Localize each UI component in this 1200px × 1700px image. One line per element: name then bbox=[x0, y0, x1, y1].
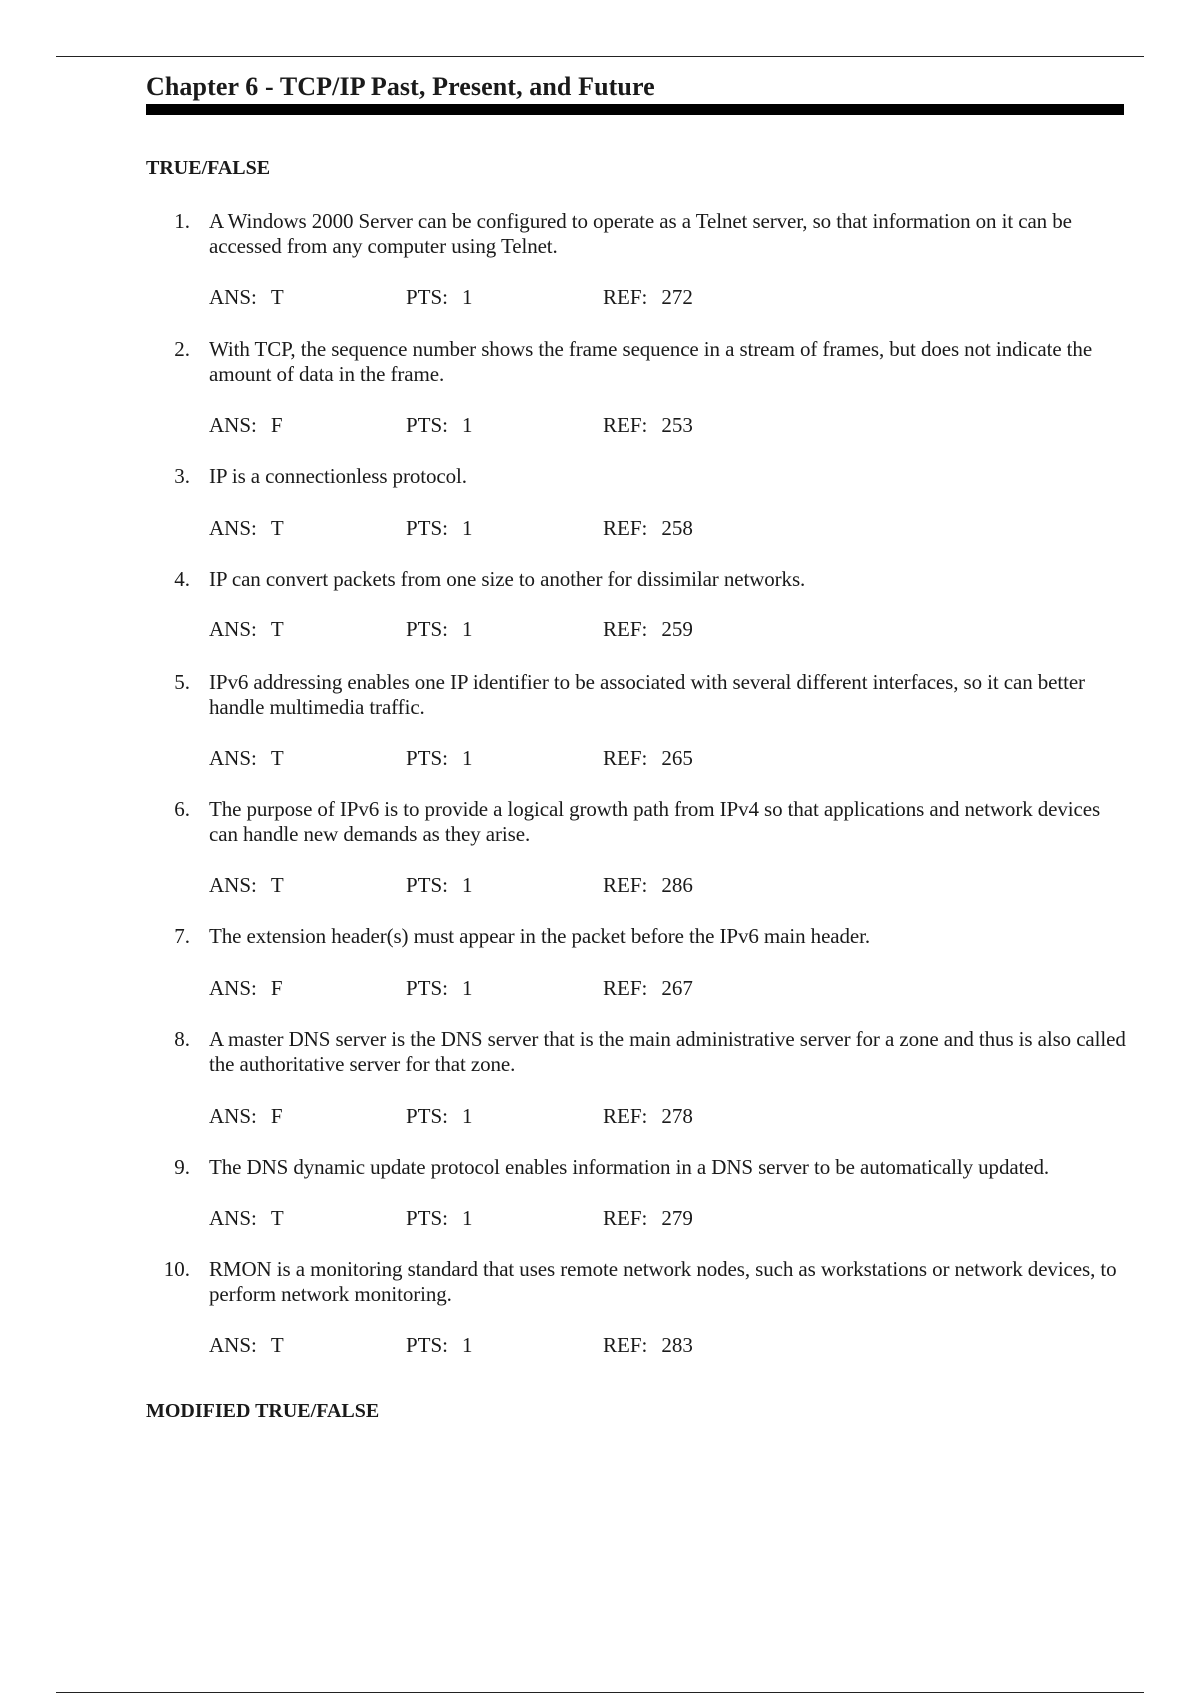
answer-value: T bbox=[270, 285, 284, 309]
reference-field: REF: 272 bbox=[603, 285, 693, 309]
question-number: 1. bbox=[174, 209, 190, 233]
answer-value: F bbox=[270, 413, 283, 437]
reference-value: 279 bbox=[661, 1206, 693, 1230]
reference-value: 258 bbox=[661, 516, 693, 540]
answer-field: ANS: T bbox=[209, 1206, 284, 1230]
answer-value: T bbox=[270, 516, 284, 540]
points-field: PTS: 1 bbox=[406, 285, 473, 309]
question-number: 3. bbox=[174, 464, 190, 488]
answer-value: T bbox=[270, 1333, 284, 1357]
top-rule bbox=[56, 56, 1144, 57]
points-value: 1 bbox=[462, 1104, 473, 1128]
question-number: 4. bbox=[174, 567, 190, 591]
answer-field: ANS: T bbox=[209, 746, 284, 770]
question-text: With TCP, the sequence number shows the frame sequence in a stream of frames, but does not indicate the amount of data in the frame. bbox=[209, 337, 1093, 386]
question-number: 7. bbox=[174, 924, 190, 948]
answer-value: T bbox=[270, 746, 284, 770]
title-underline-bar bbox=[146, 104, 1124, 115]
points-field: PTS: 1 bbox=[406, 746, 473, 770]
reference-field: REF: 253 bbox=[603, 413, 693, 437]
question-number: 2. bbox=[174, 337, 190, 361]
reference-value: 272 bbox=[661, 285, 693, 309]
question-text: IPv6 addressing enables one IP identifier to be associated with several different interfaces, so it can better handle multimedia traffic. bbox=[209, 670, 1085, 719]
answer-field: ANS: T bbox=[209, 285, 284, 309]
question-text: The extension header(s) must appear in the packet before the IPv6 main header. bbox=[209, 924, 871, 948]
question-number: 5. bbox=[174, 670, 190, 694]
reference-field: REF: 278 bbox=[603, 1104, 693, 1128]
section-heading-true-false: TRUE/FALSE bbox=[146, 157, 271, 179]
answer-value: F bbox=[270, 1104, 283, 1128]
reference-value: 283 bbox=[661, 1333, 693, 1357]
answer-field: ANS: F bbox=[209, 413, 283, 437]
question-number: 8. bbox=[174, 1027, 190, 1051]
points-field: PTS: 1 bbox=[406, 1333, 473, 1357]
reference-field: REF: 258 bbox=[603, 516, 693, 540]
answer-value: T bbox=[270, 1206, 284, 1230]
points-field: PTS: 1 bbox=[406, 617, 473, 641]
answer-field: ANS: T bbox=[209, 873, 284, 897]
answer-field: ANS: F bbox=[209, 976, 283, 1000]
reference-value: 286 bbox=[661, 873, 693, 897]
points-value: 1 bbox=[462, 873, 473, 897]
points-value: 1 bbox=[462, 1333, 473, 1357]
reference-value: 253 bbox=[661, 413, 693, 437]
reference-value: 259 bbox=[661, 617, 693, 641]
chapter-title: Chapter 6 - TCP/IP Past, Present, and Future bbox=[146, 72, 655, 101]
points-value: 1 bbox=[462, 285, 473, 309]
answer-field: ANS: T bbox=[209, 1333, 284, 1357]
reference-value: 278 bbox=[661, 1104, 693, 1128]
answer-value: F bbox=[270, 976, 283, 1000]
points-field: PTS: 1 bbox=[406, 1104, 473, 1128]
answer-field: ANS: T bbox=[209, 516, 284, 540]
points-field: PTS: 1 bbox=[406, 873, 473, 897]
reference-value: 265 bbox=[661, 746, 693, 770]
question-text: A master DNS server is the DNS server that is the main administrative server for a zone and thus is also called the authoritative server for that zone. bbox=[209, 1027, 1126, 1076]
reference-value: 267 bbox=[661, 976, 693, 1000]
answer-value: T bbox=[270, 873, 284, 897]
points-field: PTS: 1 bbox=[406, 413, 473, 437]
points-field: PTS: 1 bbox=[406, 516, 473, 540]
points-value: 1 bbox=[462, 516, 473, 540]
question-number: 9. bbox=[174, 1155, 190, 1179]
question-text: The DNS dynamic update protocol enables information in a DNS server to be automatically updated. bbox=[209, 1155, 1050, 1179]
reference-field: REF: 259 bbox=[603, 617, 693, 641]
section-heading-modified-true-false: MODIFIED TRUE/FALSE bbox=[146, 1400, 380, 1422]
points-value: 1 bbox=[462, 746, 473, 770]
reference-field: REF: 279 bbox=[603, 1206, 693, 1230]
reference-field: REF: 283 bbox=[603, 1333, 693, 1357]
points-field: PTS: 1 bbox=[406, 1206, 473, 1230]
answer-field: ANS: T bbox=[209, 617, 284, 641]
question-text: IP can convert packets from one size to another for dissimilar networks. bbox=[209, 567, 806, 591]
question-number: 6. bbox=[174, 797, 190, 821]
answer-value: T bbox=[270, 617, 284, 641]
question-text: RMON is a monitoring standard that uses remote network nodes, such as workstations or network devices, to perform network monitoring. bbox=[209, 1257, 1117, 1306]
reference-field: REF: 267 bbox=[603, 976, 693, 1000]
answer-field: ANS: F bbox=[209, 1104, 283, 1128]
points-value: 1 bbox=[462, 1206, 473, 1230]
points-value: 1 bbox=[462, 617, 473, 641]
question-text: A Windows 2000 Server can be configured to operate as a Telnet server, so that information on it can be accessed from any computer using Telnet. bbox=[209, 209, 1072, 258]
points-field: PTS: 1 bbox=[406, 976, 473, 1000]
question-text: The purpose of IPv6 is to provide a logical growth path from IPv4 so that applications and network devices can handle new demands as they arise. bbox=[209, 797, 1101, 846]
reference-field: REF: 286 bbox=[603, 873, 693, 897]
bottom-rule bbox=[56, 1692, 1144, 1693]
points-value: 1 bbox=[462, 413, 473, 437]
reference-field: REF: 265 bbox=[603, 746, 693, 770]
question-text: IP is a connectionless protocol. bbox=[209, 464, 467, 488]
question-number: 10. bbox=[163, 1257, 190, 1281]
points-value: 1 bbox=[462, 976, 473, 1000]
